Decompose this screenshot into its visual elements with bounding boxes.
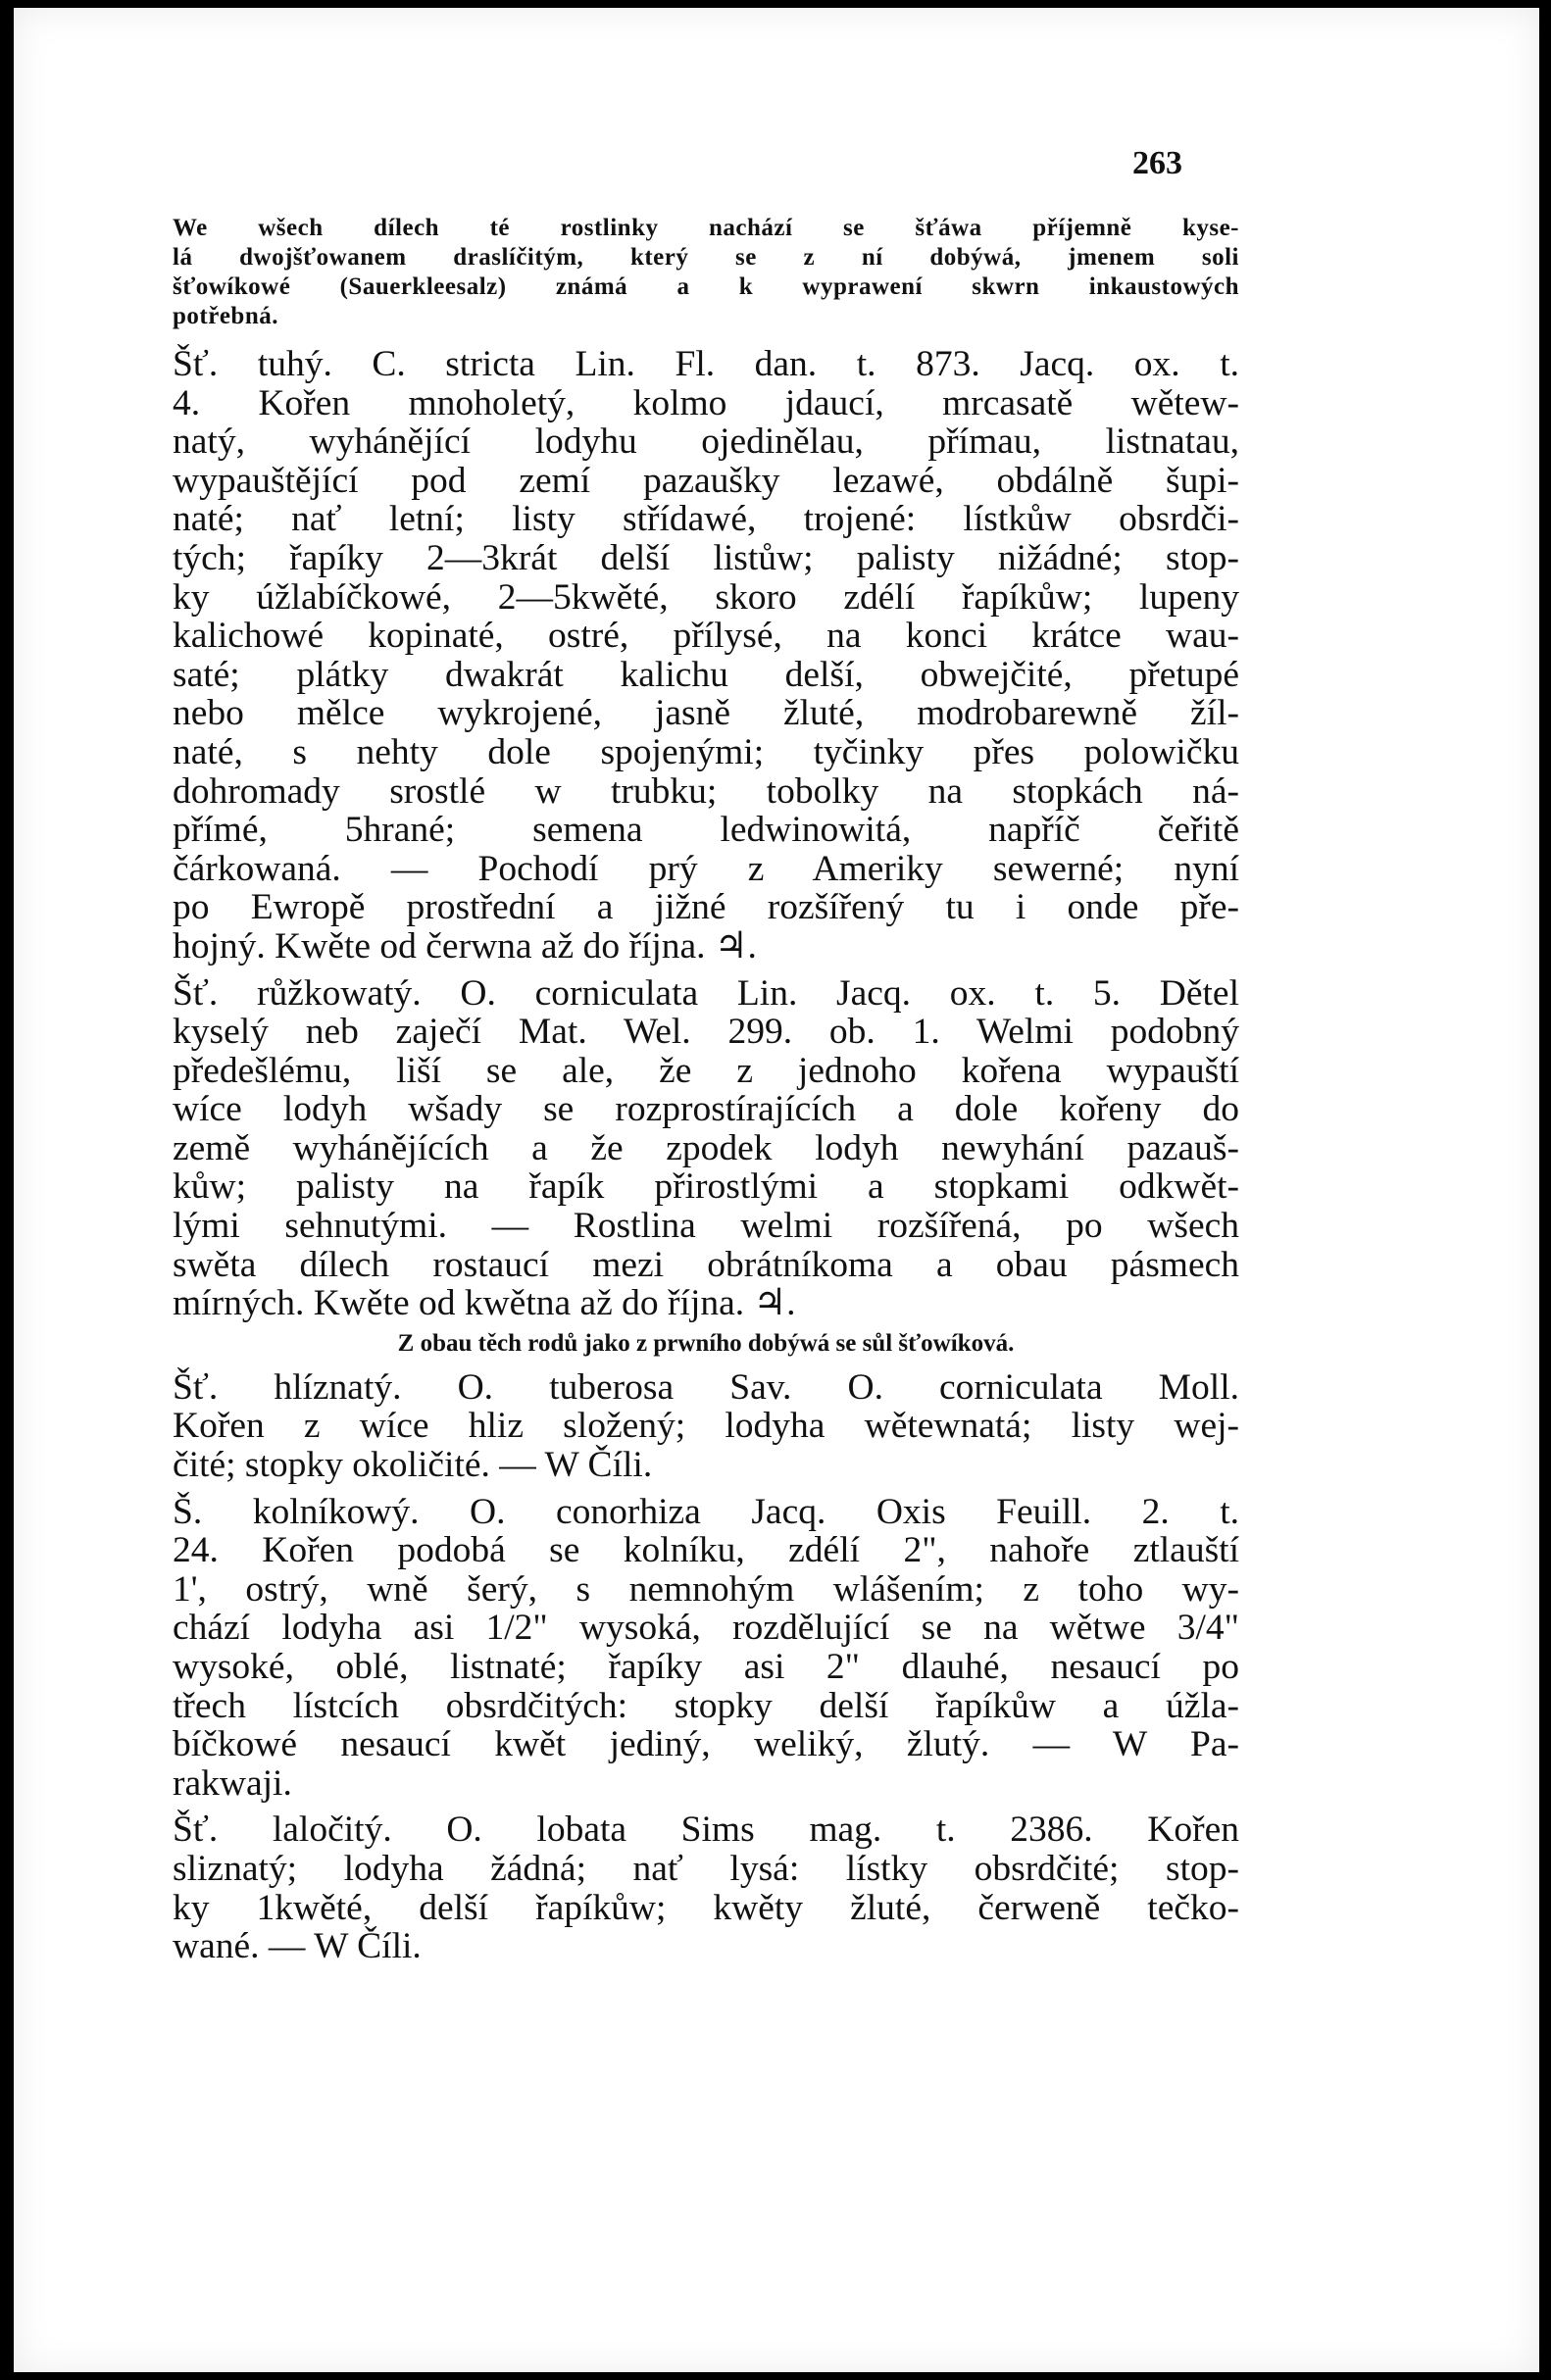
text-line: kalichowé kopinaté, ostré, přílysé, na konci krátce wau- xyxy=(173,616,1239,657)
species-entry-conorhiza xyxy=(173,1493,1239,1804)
text-line: mírných. Kwěte od kwětna až do října. ♃. xyxy=(173,1283,796,1324)
text-line: 4. Kořen mnoholetý, kolmo jdaucí, mrcasatě wětew- xyxy=(173,382,1239,423)
text-line: Šť. tuhý. C. stricta Lin. Fl. dan. t. 873. Jacq. ox. t. xyxy=(173,344,1239,384)
text-line: kůw; palisty na řapík přirostlými a stopkami odkwět- xyxy=(173,1166,1239,1208)
text-line: tých; řapíky 2—3krát delší listůw; palisty nižádné; stop- xyxy=(173,537,1239,578)
text-line: wysoké, oblé, listnaté; řapíky asi 2" dlauhé, nesaucí po xyxy=(173,1647,1239,1687)
text-line: rakwaji. xyxy=(173,1762,292,1804)
intro-small-paragraph xyxy=(173,214,1239,331)
text-line: Kořen z wíce hliz složený; lodyha wětewnatá; listy wej- xyxy=(173,1406,1239,1447)
text-line: naté; nať letní; listy střídawé, trojené: lístkůw obsrdči- xyxy=(173,499,1239,540)
text-line: potřebná. xyxy=(173,303,278,329)
text-line: předešlému, liší se ale, že z jednoho kořena wypauští xyxy=(173,1050,1239,1091)
text-line: Z obau těch rodů jako z prwního dobýwá se sůl šťowíková. xyxy=(397,1329,1015,1357)
page-number: 263 xyxy=(1132,145,1182,181)
text-line: hojný. Kwěte od čerwna až do října. ♃. xyxy=(173,925,757,967)
text-line: třech lístcích obsrdčitých: stopky delší řapíkůw a úžla- xyxy=(173,1685,1239,1726)
text-line: Šť. růžkowatý. O. corniculata Lin. Jacq. ox. t. 5. Dětel xyxy=(173,972,1239,1014)
text-line: kyselý neb zaječí Mat. Wel. 299. ob. 1. Welmi podobný xyxy=(173,1012,1239,1053)
species-entry-corniculata xyxy=(173,974,1239,1323)
text-line: země wyhánějících a že zpodek lodyh newyhání pazauš- xyxy=(173,1127,1239,1168)
text-line: nebo mělce wykrojené, jasně žluté, modrobarewně žíl- xyxy=(173,693,1239,734)
text-line: natý, wyhánějící lodyhu ojedinělau, přímau, listnatau, xyxy=(173,421,1239,463)
text-line: wíce lodyh wšady se rozprostírajících a dole kořeny do xyxy=(173,1089,1239,1130)
page-text xyxy=(173,214,1239,1966)
text-line: 1', ostrý, wně šerý, s nemnohým wlášením; z toho wy- xyxy=(173,1568,1239,1610)
salt-note xyxy=(173,1325,1239,1363)
text-line: čárkowaná. — Pochodí prý z Ameriky sewerné; nyní xyxy=(173,848,1239,889)
text-line: dohromady srostlé w trubku; tobolky na stopkách ná- xyxy=(173,770,1239,812)
text-line: ky 1kwěté, delší řapíkůw; kwěty žluté, čerweně tečko- xyxy=(173,1887,1239,1928)
text-line: lými sehnutými. — Rostlina welmi rozšířená, po wšech xyxy=(173,1206,1239,1247)
text-line: Šť. laločitý. O. lobata Sims mag. t. 2386. Kořen xyxy=(173,1810,1239,1851)
book-page xyxy=(14,8,1539,2372)
species-entry-stricta xyxy=(173,345,1239,967)
text-line: 24. Kořen podobá se kolníku, zdélí 2", nahoře ztlauští xyxy=(173,1530,1239,1571)
text-line: We wšech dílech té rostlinky nachází se šťáwa příjemně kyse- xyxy=(173,215,1239,241)
text-line: po Ewropě prostřední a jižné rozšířený tu i onde pře- xyxy=(173,887,1239,928)
text-line: Šť. hlíznatý. O. tuberosa Sav. O. corniculata Moll. xyxy=(173,1366,1239,1408)
text-line: naté, s nehty dole spojenými; tyčinky přes polowičku xyxy=(173,731,1239,772)
text-line: přímé, 5hrané; semena ledwinowitá, napříč čeřitě xyxy=(173,810,1239,851)
text-line: Š. kolníkowý. O. conorhiza Jacq. Oxis Feuill. 2. t. xyxy=(173,1491,1239,1532)
text-line: ky úžlabíčkowé, 2—5kwěté, skoro zdélí řapíkůw; lupeny xyxy=(173,576,1239,618)
text-line: sliznatý; lodyha žádná; nať lysá: lístky obsrdčité; stop- xyxy=(173,1848,1239,1889)
text-line: lá dwojšťowanem draslíčitým, který se z ní dobýwá, jmenem soli xyxy=(173,244,1239,271)
species-entry-tuberosa xyxy=(173,1368,1239,1485)
text-line: chází lodyha asi 1/2" wysoká, rozdělující se na wětwe 3/4" xyxy=(173,1608,1239,1649)
text-line: wypauštějící pod zemí pazaušky lezawé, obdálně šupi- xyxy=(173,460,1239,501)
text-line: wané. — W Číli. xyxy=(173,1926,422,1967)
text-line: saté; plátky dwakrát kalichu delší, obwejčité, přetupé xyxy=(173,654,1239,695)
species-entry-lobata xyxy=(173,1810,1239,1965)
text-line: čité; stopky okoličité. — W Číli. xyxy=(173,1445,653,1486)
text-line: bíčkowé nesaucí kwět jediný, weliký, žlutý. — W Pa- xyxy=(173,1724,1239,1765)
text-line: šťowíkowé (Sauerkleesalz) známá a k wyprawení skwrn inkaustowých xyxy=(173,273,1239,300)
text-line: swěta dílech rostaucí mezi obrátníkoma a obau pásmech xyxy=(173,1244,1239,1285)
